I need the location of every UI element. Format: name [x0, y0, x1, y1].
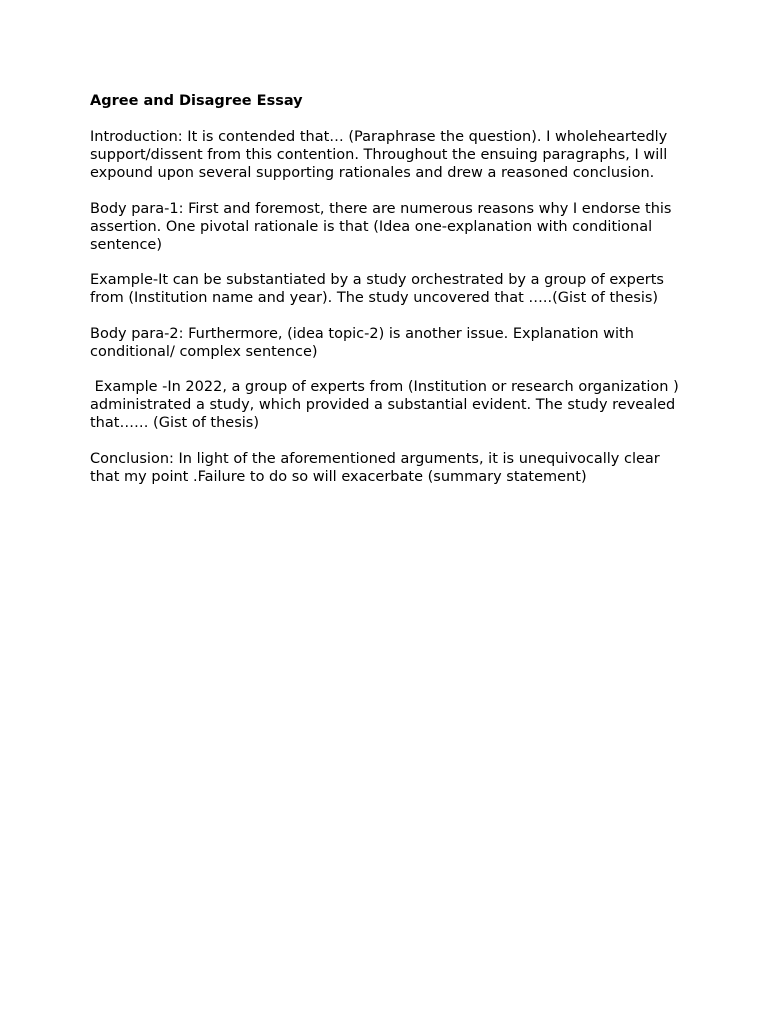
- paragraph-introduction: Introduction: It is contended that… (Paraphrase the question). I wholeheartedly support/dissent from this contention. Throughout the ensuing paragraphs, I will expound upon several supporting rationales and drew a reasoned conclusion.: [90, 129, 672, 182]
- paragraph-example-1: Example-It can be substantiated by a study orchestrated by a group of experts from (Institution name and year). The study uncovered that …..(Gist of thesis): [90, 272, 669, 307]
- document-page: [90, 91, 686, 503]
- paragraph-body-2: Body para-2: Furthermore, (idea topic-2) is another issue. Explanation with conditional/ complex sentence): [90, 325, 639, 360]
- paragraph-example-2: Example -In 2022, a group of experts from (Institution or research organization ) administrated a study, which provided a substantial evident. The study revealed that…… (Gist of thesis): [90, 379, 684, 432]
- paragraph-conclusion: Conclusion: In light of the aforementioned arguments, it is unequivocally clear that my point .Failure to do so will exacerbate (summary statement): [90, 450, 665, 485]
- document-title: Agree and Disagree Essay: [90, 93, 303, 109]
- paragraph-body-1: Body para-1: First and foremost, there are numerous reasons why I endorse this assertion. One pivotal rationale is that (Idea one-explanation with conditional sentence): [90, 200, 677, 254]
